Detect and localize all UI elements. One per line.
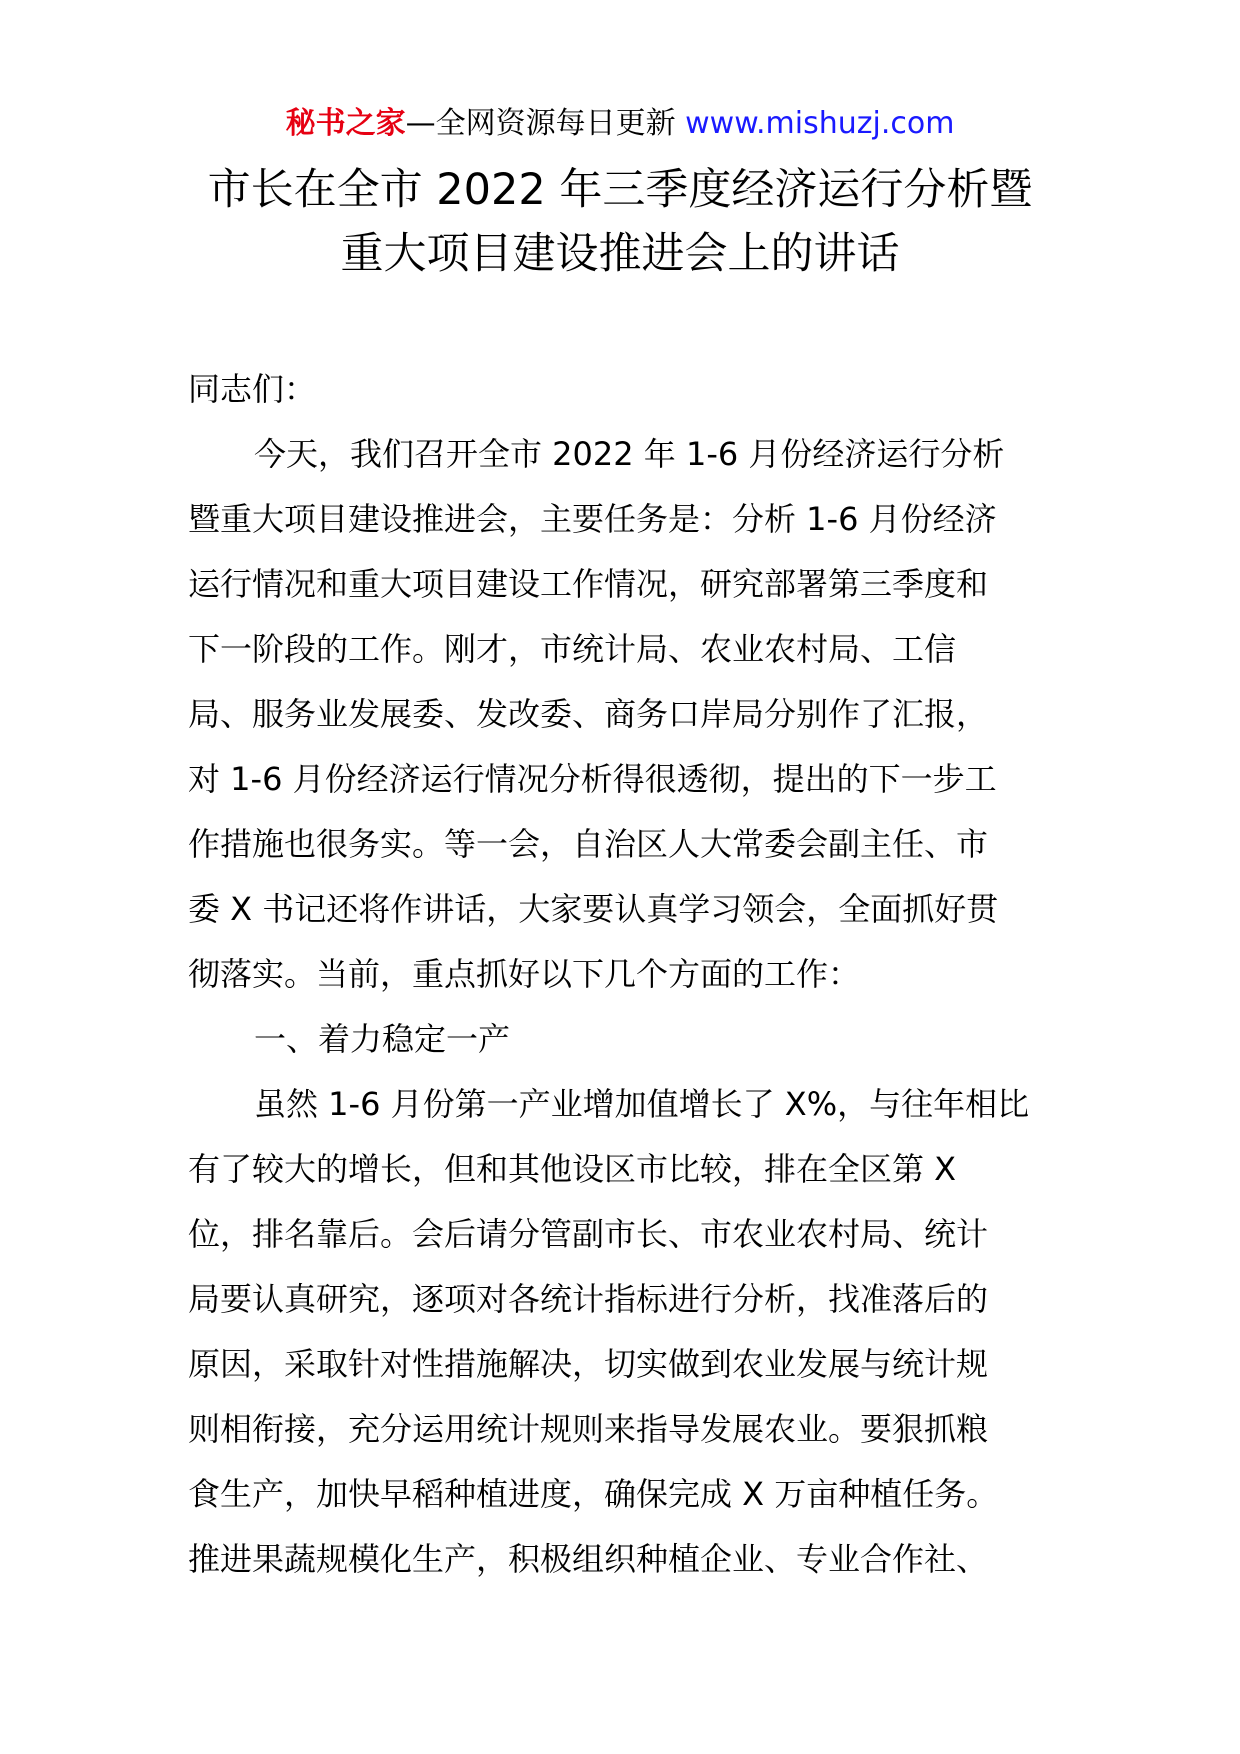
paragraph-line: 下一阶段的工作。刚才，市统计局、农业农村局、工信 xyxy=(188,630,957,668)
paragraph-line: 位，排名靠后。会后请分管副市长、市农业农村局、统计 xyxy=(188,1215,989,1253)
brand-name: 秘书之家 xyxy=(285,106,406,141)
paragraph-line: 作措施也很务实。等一会，自治区人大常委会副主任、市 xyxy=(188,825,989,863)
salutation: 同志们： xyxy=(188,370,317,408)
paragraph-line: 局要认真研究，逐项对各统计指标进行分析，找准落后的 xyxy=(188,1280,989,1318)
paragraph-line: 彻落实。当前，重点抓好以下几个方面的工作： xyxy=(188,955,861,993)
paragraph-line: 则相衔接，充分运用统计规则来指导发展农业。要狠抓粮 xyxy=(188,1410,989,1448)
paragraph-line: 推进果蔬规模化生产，积极组织种植企业、专业合作社、 xyxy=(188,1540,989,1578)
paragraph-line: 有了较大的增长，但和其他设区市比较，排在全区第 X xyxy=(188,1150,957,1188)
site-url[interactable]: www.mishuzj.com xyxy=(685,106,955,141)
paragraph-line: 虽然 1-6 月份第一产业增加值增长了 X%，与往年相比 xyxy=(254,1085,1030,1123)
paragraph-line: 暨重大项目建设推进会，主要任务是：分析 1-6 月份经济 xyxy=(188,500,997,538)
document-body xyxy=(188,357,1054,1592)
source-header xyxy=(0,104,1240,144)
title-line-1: 市长在全市 2022 年三季度经济运行分析暨 xyxy=(207,165,1033,215)
paragraph-line: 对 1-6 月份经济运行情况分析得很透彻，提出的下一步工 xyxy=(188,760,997,798)
section-heading: 一、着力稳定一产 xyxy=(254,1020,511,1058)
paragraph-line: 原因，采取针对性措施解决，切实做到农业发展与统计规 xyxy=(188,1345,989,1383)
paragraph-line: 委 X 书记还将作讲话，大家要认真学习领会，全面抓好贯 xyxy=(188,890,999,928)
paragraph-line: 运行情况和重大项目建设工作情况，研究部署第三季度和 xyxy=(188,565,989,603)
paragraph-line: 局、服务业发展委、发改委、商务口岸局分别作了汇报， xyxy=(188,695,989,733)
paragraph-line: 食生产，加快早稻种植进度，确保完成 X 万亩种植任务。 xyxy=(188,1475,999,1513)
paragraph-line: 今天，我们召开全市 2022 年 1-6 月份经济运行分析 xyxy=(254,435,1005,473)
document-title xyxy=(190,158,1050,286)
title-line-2: 重大项目建设推进会上的讲话 xyxy=(340,229,900,279)
header-tagline: —全网资源每日更新 xyxy=(405,106,686,141)
